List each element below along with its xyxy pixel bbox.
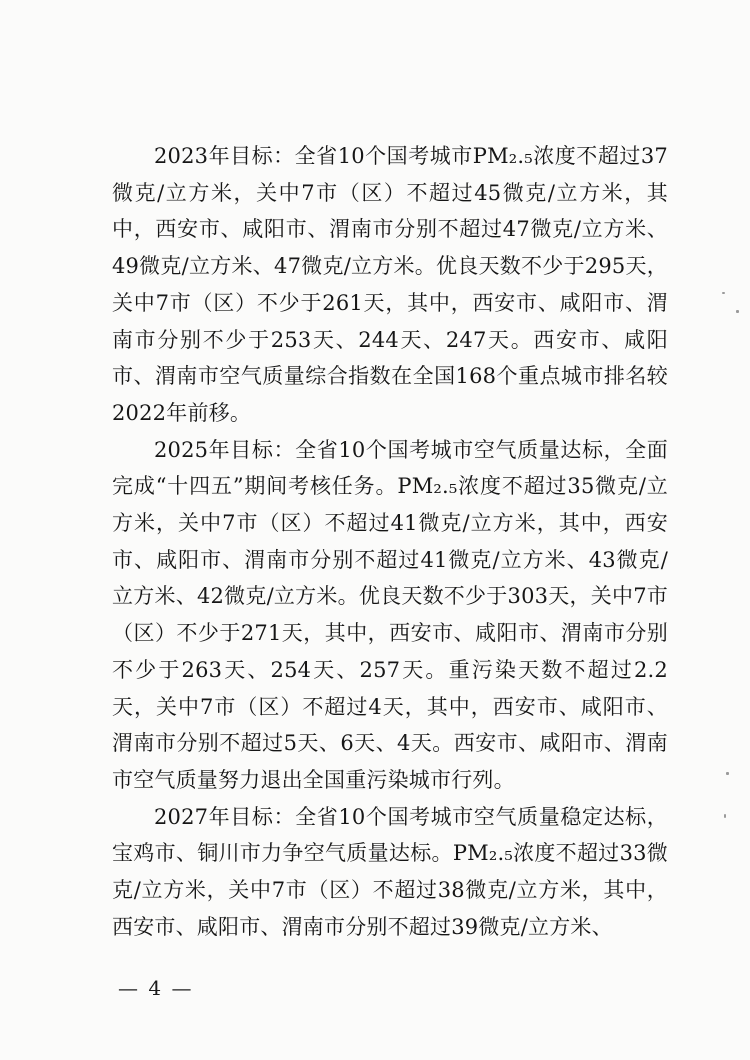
scan-speck — [726, 772, 729, 775]
body-text — [112, 138, 668, 945]
scan-speck — [736, 310, 739, 313]
paragraph-2023-target: 2023年目标：全省10个国考城市PM₂.₅浓度不超过37微克/立方米，关中7市（区）不超过45微克/立方米，其中，西安市、咸阳市、渭南市分别不超过47微克/立方米、49微克/立方米、47微克/立方米。优良天数不少于295天，关中7市（区）不少于261天，其中，西安市、咸阳市、渭南市分别不少于253天、244天、247天。西安市、咸阳市、渭南市空气质量综合指数在全国168个重点城市排名较2022年前移。 — [112, 144, 668, 425]
scan-speck — [722, 292, 725, 294]
scan-speck — [724, 814, 726, 818]
page-number: — 4 — — [118, 976, 194, 1000]
paragraph-2027-target: 2027年目标：全省10个国考城市空气质量稳定达标，宝鸡市、铜川市力争空气质量达标。PM₂.₅浓度不超过33微克/立方米，关中7市（区）不超过38微克/立方米，其中，西安市、咸阳市、渭南市分别不超过39微克/立方米、 — [112, 804, 668, 939]
paragraph-2025-target: 2025年目标：全省10个国考城市空气质量达标，全面完成“十四五”期间考核任务。PM₂.₅浓度不超过35微克/立方米，关中7市（区）不超过41微克/立方米，其中，西安市、咸阳市、渭南市分别不超过41微克/立方米、43微克/立方米、42微克/立方米。优良天数不少于303天，关中7市（区）不少于271天，其中，西安市、咸阳市、渭南市分别不少于263天、254天、257天。重污染天数不超过2.2天，关中7市（区）不超过4天，其中，西安市、咸阳市、渭南市分别不超过5天、6天、4天。西安市、咸阳市、渭南市空气质量努力退出全国重污染城市行列。 — [112, 437, 668, 792]
